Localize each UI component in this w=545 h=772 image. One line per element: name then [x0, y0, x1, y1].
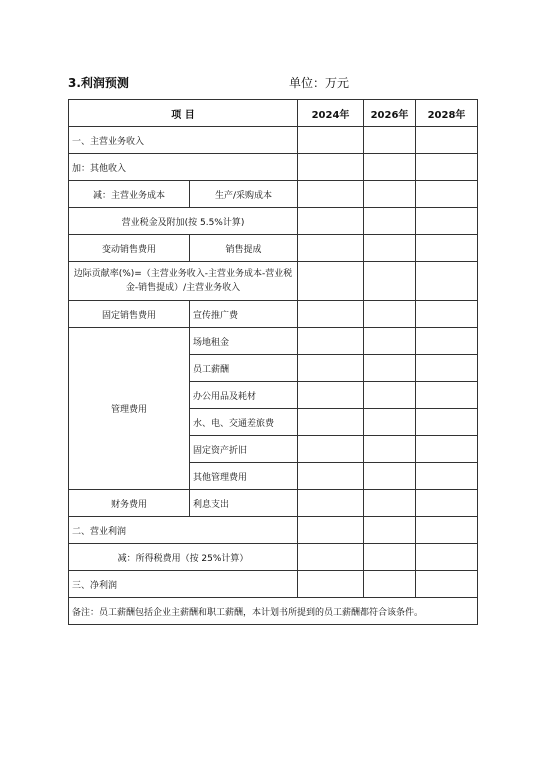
value-cell[interactable]	[298, 517, 364, 544]
row-label: 加：其他收入	[69, 154, 298, 181]
row-sublabel: 办公用品及耗材	[190, 382, 298, 409]
value-cell[interactable]	[364, 127, 416, 154]
table-row	[69, 208, 478, 235]
value-cell[interactable]	[298, 235, 364, 262]
row-label-management: 管理费用	[69, 328, 190, 490]
value-cell[interactable]	[298, 181, 364, 208]
row-sublabel: 利息支出	[190, 490, 298, 517]
row-label: 变动销售费用	[69, 235, 190, 262]
value-cell[interactable]	[364, 436, 416, 463]
row-sublabel: 销售提成	[190, 235, 298, 262]
value-cell[interactable]	[298, 571, 364, 598]
header-item: 项 目	[69, 100, 298, 127]
row-sublabel: 宣传推广费	[190, 301, 298, 328]
value-cell[interactable]	[364, 382, 416, 409]
value-cell[interactable]	[298, 409, 364, 436]
header-year: 2028年	[416, 100, 478, 127]
row-sublabel: 场地租金	[190, 328, 298, 355]
table-row	[69, 517, 478, 544]
row-label: 一、主营业务收入	[69, 127, 298, 154]
value-cell[interactable]	[298, 382, 364, 409]
value-cell[interactable]	[364, 409, 416, 436]
value-cell[interactable]	[416, 436, 478, 463]
row-sublabel: 水、电、交通差旅费	[190, 409, 298, 436]
table-note: 备注：员工薪酬包括企业主薪酬和职工薪酬，本计划书所提到的员工薪酬都符合该条件。	[69, 598, 478, 625]
value-cell[interactable]	[298, 262, 364, 301]
value-cell[interactable]	[364, 235, 416, 262]
table-row	[69, 328, 478, 355]
value-cell[interactable]	[364, 517, 416, 544]
value-cell[interactable]	[364, 355, 416, 382]
value-cell[interactable]	[416, 154, 478, 181]
value-cell[interactable]	[416, 490, 478, 517]
value-cell[interactable]	[298, 127, 364, 154]
value-cell[interactable]	[298, 436, 364, 463]
unit-label: 单位：万元	[289, 76, 350, 90]
value-cell[interactable]	[298, 490, 364, 517]
row-sublabel: 员工薪酬	[190, 355, 298, 382]
value-cell[interactable]	[298, 544, 364, 571]
value-cell[interactable]	[416, 571, 478, 598]
value-cell[interactable]	[364, 490, 416, 517]
value-cell[interactable]	[416, 208, 478, 235]
row-label: 边际贡献率(%)=（主营业务收入-主营业务成本-营业税金-销售提成）/主营业务收入	[69, 262, 298, 301]
table-row	[69, 262, 478, 301]
value-cell[interactable]	[416, 127, 478, 154]
row-label: 减：主营业务成本	[69, 181, 190, 208]
value-cell[interactable]	[364, 262, 416, 301]
row-label: 二、营业利润	[69, 517, 298, 544]
value-cell[interactable]	[416, 544, 478, 571]
table-row	[69, 154, 478, 181]
row-sublabel: 固定资产折旧	[190, 436, 298, 463]
value-cell[interactable]	[364, 328, 416, 355]
table-row	[69, 235, 478, 262]
value-cell[interactable]	[298, 301, 364, 328]
table-note-row	[69, 598, 478, 625]
value-cell[interactable]	[416, 463, 478, 490]
table-row	[69, 301, 478, 328]
value-cell[interactable]	[416, 328, 478, 355]
row-label: 减：所得税费用（按 25%计算）	[69, 544, 298, 571]
value-cell[interactable]	[416, 382, 478, 409]
table-row	[69, 571, 478, 598]
table-row	[69, 181, 478, 208]
value-cell[interactable]	[416, 355, 478, 382]
value-cell[interactable]	[416, 262, 478, 301]
profit-forecast-table	[68, 99, 478, 625]
header-year: 2024年	[298, 100, 364, 127]
value-cell[interactable]	[416, 517, 478, 544]
value-cell[interactable]	[364, 208, 416, 235]
value-cell[interactable]	[416, 301, 478, 328]
value-cell[interactable]	[364, 463, 416, 490]
value-cell[interactable]	[364, 301, 416, 328]
value-cell[interactable]	[298, 208, 364, 235]
row-label: 财务费用	[69, 490, 190, 517]
table-header-row	[69, 100, 478, 127]
row-sublabel: 其他管理费用	[190, 463, 298, 490]
row-label: 三、净利润	[69, 571, 298, 598]
row-sublabel: 生产/采购成本	[190, 181, 298, 208]
table-row	[69, 127, 478, 154]
value-cell[interactable]	[364, 571, 416, 598]
header-year: 2026年	[364, 100, 416, 127]
row-label: 营业税金及附加(按 5.5%计算)	[69, 208, 298, 235]
table-row	[69, 490, 478, 517]
value-cell[interactable]	[298, 355, 364, 382]
value-cell[interactable]	[364, 154, 416, 181]
value-cell[interactable]	[364, 181, 416, 208]
value-cell[interactable]	[364, 544, 416, 571]
row-label: 固定销售费用	[69, 301, 190, 328]
value-cell[interactable]	[298, 328, 364, 355]
value-cell[interactable]	[416, 181, 478, 208]
value-cell[interactable]	[416, 409, 478, 436]
table-row	[69, 544, 478, 571]
value-cell[interactable]	[416, 235, 478, 262]
value-cell[interactable]	[298, 154, 364, 181]
value-cell[interactable]	[298, 463, 364, 490]
section-title: 3.利润预测	[68, 76, 129, 90]
